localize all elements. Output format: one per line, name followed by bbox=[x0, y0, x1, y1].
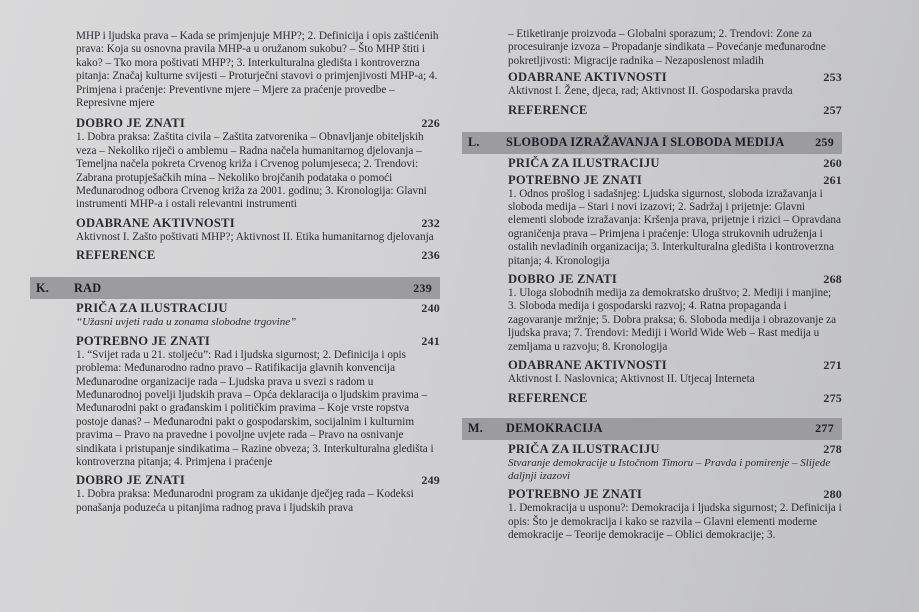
section-band-m-demokracija: M. DEMOKRACIJA 277 bbox=[462, 418, 842, 440]
entry-text: 1. “Svijet rada u 21. stoljeću”: Rad i ljudska sigurnost; 2. Definicija i opis problema: Međunarodno radno pravo – Ratifikacija glavnih konvencija Međunarodne organizacije rada – Ljudska prava u svezi s radom u Međunarodnoj povelji ljudskih prava – Opća deklaracija o ljudskim pravima – Međunarodni pakt o građanskim i političkim pravima – Koje vrste ropstva postoje danas? – Međunarodni pakt o gospodarskim, socijalnim i kulturnim pravima – Pravo na pravedne i povoljne uvjete rada – Pravo na osnivanje sindikata i pristupanje sindikatima – Razine obveza; 3. Interkulturalna gledišta i kontroverzna pitanja; 4. Primjena i praćenje bbox=[76, 348, 434, 468]
entry-text: Aktivnost I. Zašto poštivati MHP?; Aktivnost II. Etika humanitarnog djelovanja bbox=[76, 230, 434, 243]
heading-dobro-je-znati-268: DOBRO JE ZNATI 268 bbox=[508, 272, 842, 287]
heading-prica-za-ilustraciju-240: PRIČA ZA ILUSTRACIJU 240 bbox=[76, 301, 440, 316]
heading-odabrane-aktivnosti-253: ODABRANE AKTIVNOSTI 253 bbox=[508, 70, 842, 85]
heading-potrebno-je-znati-261: POTREBNO JE ZNATI 261 bbox=[508, 172, 842, 187]
heading-prica-za-ilustraciju-260: PRIČA ZA ILUSTRACIJU 260 bbox=[508, 155, 842, 170]
story-subtitle: “Užasni uvjeti rada u zonama slobodne trgovine” bbox=[76, 316, 297, 329]
heading-dobro-je-znati-249: DOBRO JE ZNATI 249 bbox=[76, 473, 440, 488]
heading-reference-236: REFERENCE 236 bbox=[76, 248, 440, 263]
entry-text: 1. Demokracija u usponu?: Demokracija i ljudska sigurnost; 2. Definicija i opis: Što je demokracija i kako se razvila – Glavni elementi moderne demokracije – Teorije demokracije – Oblici demokracije; 3. bbox=[508, 502, 842, 542]
entry-text: Aktivnost I. Žene, djeca, rad; Aktivnost II. Gospodarska pravda bbox=[508, 85, 793, 98]
left-column bbox=[30, 0, 440, 515]
heading-prica-za-ilustraciju-278: PRIČA ZA ILUSTRACIJU 278 bbox=[508, 441, 842, 456]
right-column bbox=[462, 0, 842, 543]
heading-potrebno-je-znati-280: POTREBNO JE ZNATI 280 bbox=[508, 487, 842, 502]
right-continuation-text: – Etiketiranje proizvoda – Globalni sporazum; 2. Trendovi: Zone za procesuiranje izvoza – Propadanje sindikata – Povećanje međunarodne pokretljivosti: Migracije radnika – Nezaposlenost mladih bbox=[508, 28, 826, 67]
section-band-k-rad: K. RAD 239 bbox=[30, 277, 440, 299]
left-continuation-text: MHP i ljudska prava – Kada se primjenjuje MHP?; 2. Definicija i opis zaštićenih prava: Koja su osnovna pravila MHP-a u oružanom sukobu? – Što MHP štiti i kako? – Tko mora poštivati MHP?; 3. Interkulturalna gledišta i kontroverzna pitanja: Značaj kulturne svijesti – Proturječni stavovi o primjenjivosti MHP-a; 4. Primjena i praćenje: Preventivne mjere – Mjere za praćenje provedbe – Represivne mjere bbox=[76, 30, 439, 110]
heading-odabrane-aktivnosti-232: ODABRANE AKTIVNOSTI 232 bbox=[76, 215, 440, 230]
heading-potrebno-je-znati-241: POTREBNO JE ZNATI 241 bbox=[76, 333, 440, 348]
heading-dobro-je-znati-226: DOBRO JE ZNATI 226 bbox=[76, 116, 440, 131]
entry-text: 1. Uloga slobodnih medija za demokratsko društvo; 2. Mediji i manjine; 3. Sloboda medija i gospodarski razvoj; 4. Ratna propaganda i zagovaranje mržnje; 5. Dobra praksa; 6. Sloboda medija i obrazovanje za ljudska prava; 7. Trendovi: Mediji i World Wide Web – Rast medija u zemljama u razvoju; 8. Kronologija bbox=[508, 287, 837, 353]
heading-reference-275: REFERENCE 275 bbox=[508, 390, 842, 405]
entry-text: 1. Odnos prošlog i sadašnjeg: Ljudska sigurnost, sloboda izražavanja i sloboda medija – Stari i novi izazovi; 2. Sadržaj i prijetnje: Glavni elementi slobode izražavanja: Kršenja prava, prijetnje i rizici – Opravdana ograničenja prava – Primjena i praćenje: Uloga strukovnih udruženja i ostalih nevladinih organizacija; 3. Interkulturalna gledišta i kontroverzna pitanja; 4. Kronologija bbox=[508, 187, 841, 267]
heading-odabrane-aktivnosti-271: ODABRANE AKTIVNOSTI 271 bbox=[508, 358, 842, 373]
heading-reference-257: REFERENCE 257 bbox=[508, 102, 842, 117]
story-subtitle: Stvaranje demokracije u Istočnom Timoru – Pravda i pomirenje – Slijede daljnji izazovi bbox=[508, 456, 831, 482]
entry-text: 1. Dobra praksa: Zaštita civila – Zaštita zatvorenika – Obnavljanje obiteljskih veza – Nekoliko riječi o amblemu – Radna načela humanitarnog djelovanja – Temeljna načela pokreta Crvenog križa i Crvenog polumjeseca; 2. Trendovi: Zabrana protupješačkih mina – Nekoliko brojčanih podataka o pomoći Međunarodnog odbora Crvenog križa za 2001. godinu; 3. Kronologija: Glavni instrumenti MHP-a i ostali relevantni instrumenti bbox=[76, 131, 427, 211]
entry-text: 1. Dobra praksa: Međunarodni program za ukidanje dječjeg rada – Kodeksi ponašanja poduzeća u pitanjima radnog prava i ljudskih prava bbox=[76, 488, 414, 514]
entry-text: Aktivnost I. Naslovnica; Aktivnost II. Utjecaj Interneta bbox=[508, 373, 755, 386]
section-band-l-sloboda: L. SLOBODA IZRAŽAVANJA I SLOBODA MEDIJA 259 bbox=[462, 132, 842, 154]
